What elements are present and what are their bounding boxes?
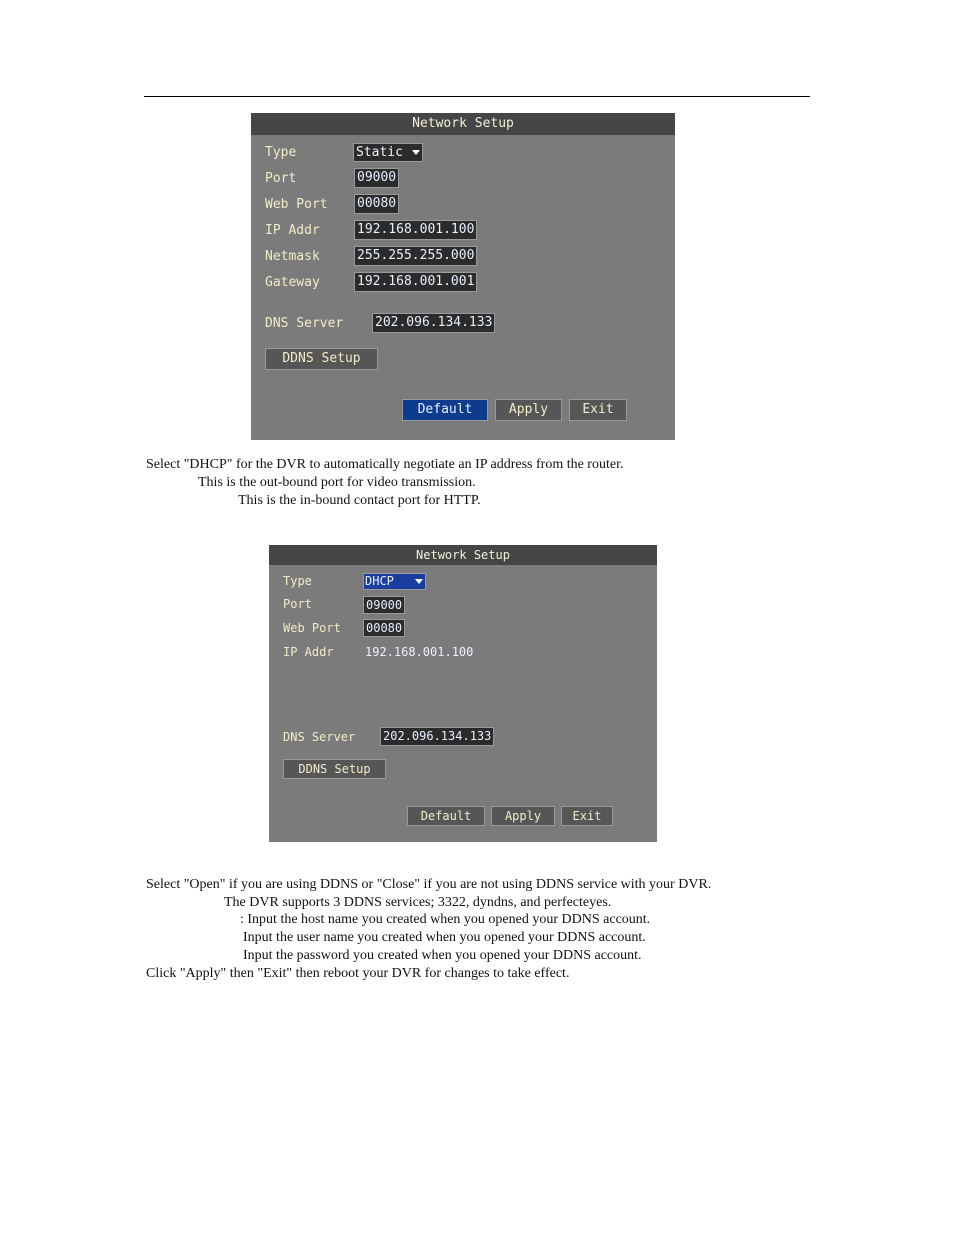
netmask-label: Netmask [265, 249, 320, 264]
apply-button[interactable]: Apply [495, 399, 562, 421]
network-setup-static-screen [251, 113, 675, 440]
instruction-ddns-services: The DVR supports 3 DDNS services; 3322, dyndns, and perfecteyes. [224, 895, 612, 910]
instruction-password: Input the password you created when you opened your DDNS account. [243, 948, 642, 963]
web-port-label: Web Port [265, 197, 328, 212]
screen-title: Network Setup [251, 113, 675, 135]
apply-button[interactable]: Apply [491, 806, 555, 826]
dns-server-input[interactable]: 202.096.134.133 [372, 313, 495, 333]
ip-addr-input[interactable]: 192.168.001.100 [354, 220, 477, 240]
exit-button[interactable]: Exit [561, 806, 613, 826]
dns-server-input[interactable]: 202.096.134.133 [380, 727, 494, 746]
ddns-setup-button[interactable]: DDNS Setup [283, 759, 386, 779]
chevron-down-icon [415, 579, 423, 584]
type-label: Type [283, 574, 312, 588]
screen-title: Network Setup [269, 545, 657, 565]
ip-addr-label: IP Addr [283, 645, 334, 659]
ip-addr-label: IP Addr [265, 223, 320, 238]
port-label: Port [265, 171, 297, 186]
ip-addr-value: 192.168.001.100 [365, 645, 474, 659]
type-select[interactable] [363, 573, 426, 590]
type-label: Type [265, 145, 297, 160]
default-button[interactable]: Default [407, 806, 485, 826]
web-port-label: Web Port [283, 621, 341, 635]
port-input[interactable]: 09000 [363, 596, 405, 614]
instruction-port: This is the out-bound port for video transmission. [198, 475, 476, 490]
port-input[interactable]: 09000 [354, 168, 399, 188]
dns-server-label: DNS Server [265, 316, 344, 331]
instruction-host-name: : Input the host name you created when you opened your DDNS account. [240, 912, 651, 927]
chevron-down-icon [412, 150, 420, 155]
type-value: Static [356, 145, 403, 160]
exit-button[interactable]: Exit [569, 399, 627, 421]
type-value: DHCP [365, 574, 394, 588]
gateway-input[interactable]: 192.168.001.001 [354, 272, 477, 292]
instruction-type: Select "DHCP" for the DVR to automatically negotiate an IP address from the router. [146, 457, 624, 472]
dns-server-label: DNS Server [283, 730, 356, 744]
instruction-apply-exit: Click "Apply" then "Exit" then reboot your DVR for changes to take effect. [146, 966, 570, 981]
web-port-input[interactable]: 00080 [354, 194, 399, 214]
instruction-web-port: This is the in-bound contact port for HTTP. [238, 493, 481, 508]
netmask-input[interactable]: 255.255.255.000 [354, 246, 477, 266]
default-button[interactable]: Default [402, 399, 488, 421]
instruction-user-name: Input the user name you created when you opened your DDNS account. [243, 930, 646, 945]
ddns-setup-button[interactable]: DDNS Setup [265, 348, 378, 370]
gateway-label: Gateway [265, 275, 320, 290]
top-rule [144, 96, 810, 97]
port-label: Port [283, 597, 312, 611]
network-setup-dhcp-screen [269, 545, 657, 842]
instruction-ddns-open-close: Select "Open" if you are using DDNS or "Close" if you are not using DDNS service with your DVR. [146, 877, 712, 892]
type-select[interactable] [353, 143, 423, 162]
web-port-input[interactable]: 00080 [363, 619, 405, 637]
